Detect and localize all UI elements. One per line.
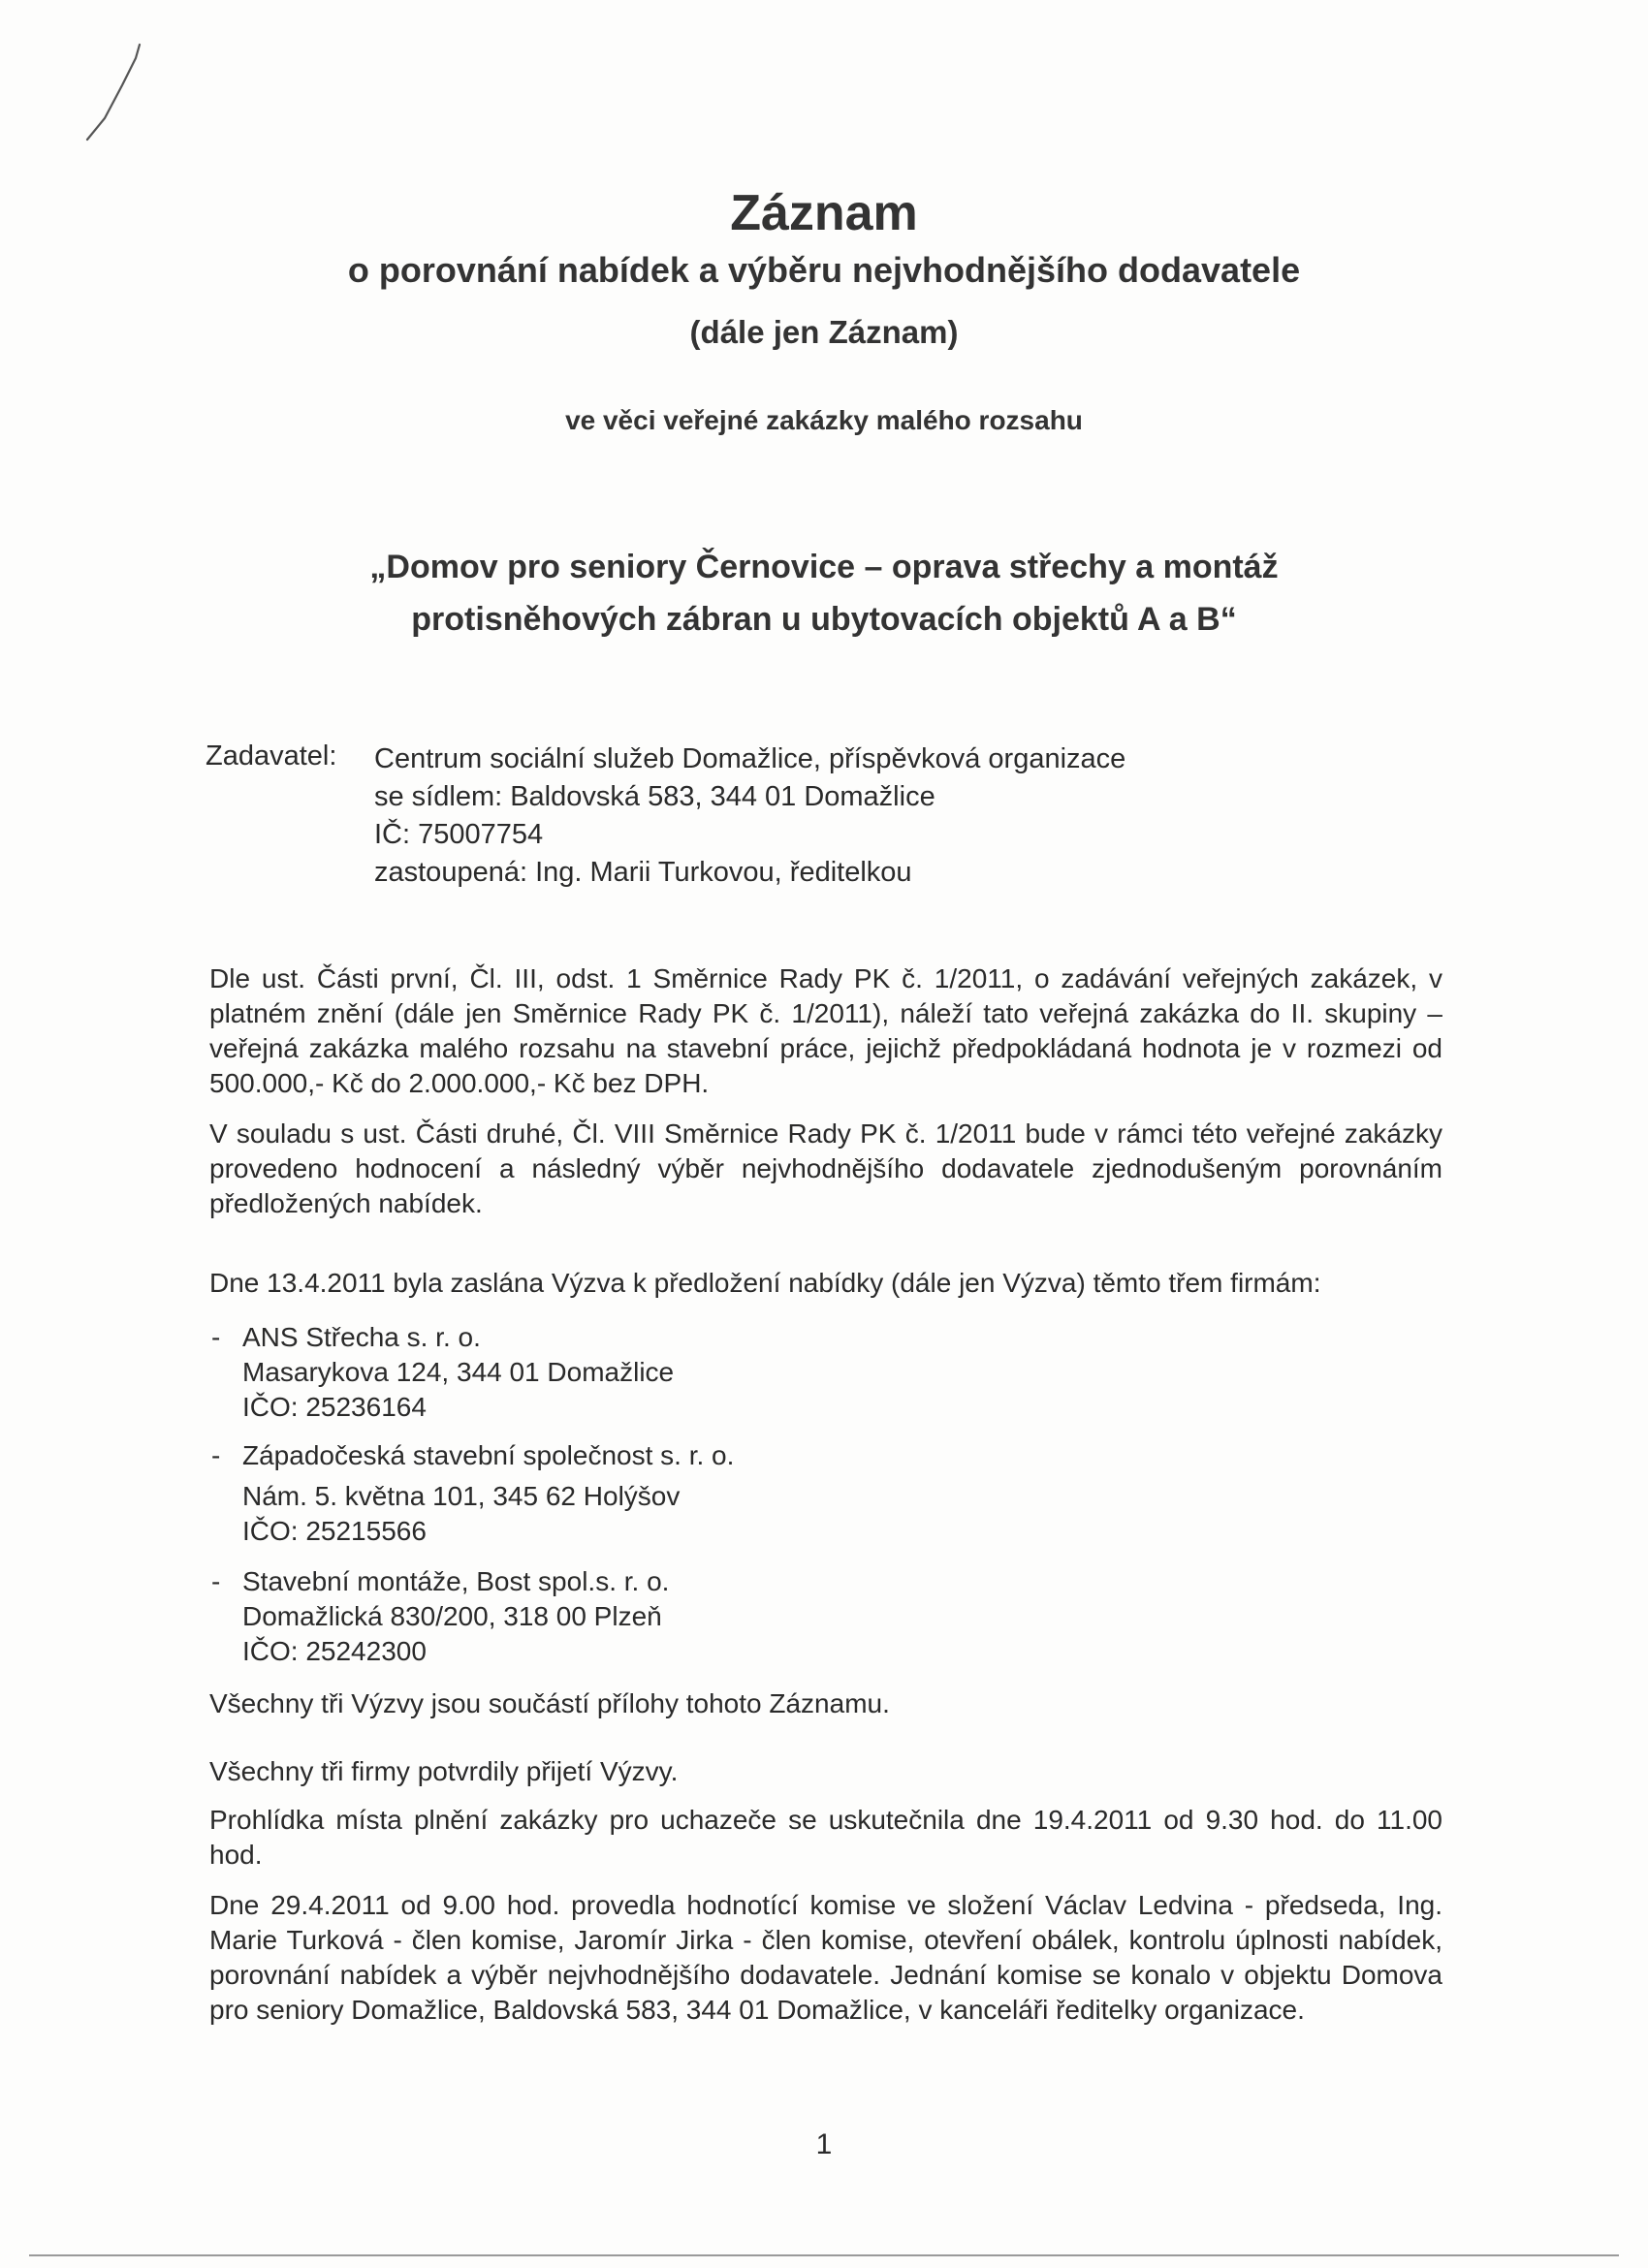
list-dash: - <box>211 1322 221 1352</box>
firm-name: Západočeská stavební společnost s. r. o. <box>242 1440 735 1470</box>
authority-address: se sídlem: Baldovská 583, 344 01 Domažlice <box>374 781 935 812</box>
contracting-authority-label: Zadavatel: <box>206 740 337 772</box>
authority-ic: IČ: 75007754 <box>374 819 544 850</box>
list-dash: - <box>211 1440 221 1470</box>
firm-name: Stavební montáže, Bost spol.s. r. o. <box>242 1566 670 1596</box>
scan-edge-divider <box>29 2254 1619 2256</box>
paragraph-classification: Dle ust. Části první, Čl. III, odst. 1 Směrnice Rady PK č. 1/2011, o zadávání veřejných zakázek, v platném znění (dále jen Směrnice Rady PK č. 1/2011), náleží tato veřejná zakázka do II. skupiny – veřejná zakázka malého rozsahu na stavební práce, jejichž předpokládaná hodnota je v rozmezi od 500.000,- Kč do 2.000.000,- Kč bez DPH. <box>209 963 1442 1098</box>
authority-representative: zastoupená: Ing. Marii Turkovou, ředitelkou <box>374 857 912 888</box>
paragraph-confirmation: Všechny tři firmy potvrdily přijetí Výzvy. <box>209 1756 679 1786</box>
page-number: 1 <box>815 2128 833 2160</box>
paragraph-invitation: Dne 13.4.2011 byla zaslána Výzva k předložení nabídky (dále jen Výzva) těmto třem firmám: <box>209 1268 1321 1298</box>
paragraph-attachments: Všechny tři Výzvy jsou součástí přílohy tohoto Záznamu. <box>209 1688 890 1718</box>
firm-address: Domažlická 830/200, 318 00 Plzeň <box>242 1601 662 1631</box>
contracting-authority-details <box>374 740 1125 892</box>
firm-address: Masarykova 124, 344 01 Domažlice <box>242 1357 675 1387</box>
project-name-line-2: protisněhových zábran u ubytovacích objektů A a B“ <box>411 601 1237 638</box>
firm-name: ANS Střecha s. r. o. <box>242 1322 481 1352</box>
document-subtitle: o porovnání nabídek a výběru nejvhodnějšího dodavatele <box>347 250 1301 290</box>
firm-ico: IČO: 25236164 <box>242 1392 427 1422</box>
document-title: Záznam <box>730 185 918 241</box>
firm-ico: IČO: 25242300 <box>242 1636 427 1666</box>
document-subject: ve věci veřejné zakázky malého rozsahu <box>565 405 1083 435</box>
list-dash: - <box>211 1566 221 1596</box>
handwritten-slash-mark <box>79 39 147 145</box>
project-name-line-1: „Domov pro seniory Černovice – oprava střechy a montáž <box>369 549 1279 585</box>
paragraph-evaluation: V souladu s ust. Části druhé, Čl. VIII Směrnice Rady PK č. 1/2011 bude v rámci této veřejné zakázky provedeno hodnocení a následný výběr nejvhodnějšího dodavatele zjednodušeným porovnáním předložených nabídek. <box>209 1118 1442 1218</box>
document-subtitle-short-name: (dále jen Záznam) <box>689 314 959 350</box>
firm-ico: IČO: 25215566 <box>242 1516 427 1546</box>
paragraph-site-visit: Prohlídka místa plnění zakázky pro uchazeče se uskutečnila dne 19.4.2011 od 9.30 hod. do 11.00 hod. <box>209 1805 1442 1870</box>
authority-name: Centrum sociální služeb Domažlice, příspěvková organizace <box>374 743 1126 774</box>
paragraph-commission: Dne 29.4.2011 od 9.00 hod. provedla hodnotící komise ve složení Václav Ledvina - předseda, Ing. Marie Turková - člen komise, Jaromír Jirka - člen komise, otevření obálek, kontrolu úplnosti nabídek, porovnání nabídek a výběr nejvhodnějšího dodavatele. Jednání komise se konalo v objektu Domova pro seniory Domažlice, Baldovská 583, 344 01 Domažlice, v kanceláři ředitelky organizace. <box>209 1890 1442 2025</box>
firm-address: Nám. 5. května 101, 345 62 Holýšov <box>242 1481 681 1511</box>
